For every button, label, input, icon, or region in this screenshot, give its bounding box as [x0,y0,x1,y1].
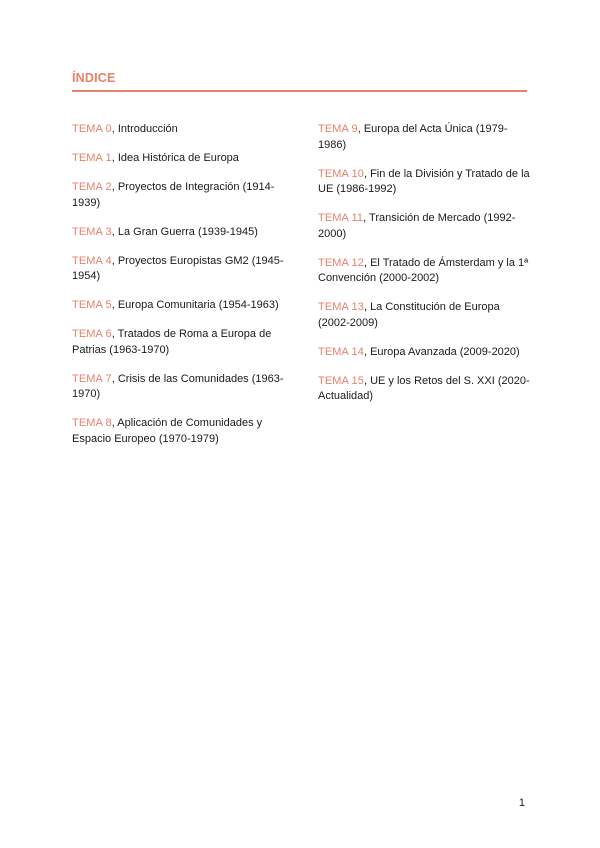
index-entry[interactable] [72,180,287,211]
entry-title: , Tratados de Roma a Europa de Patrias (1963-1970) [72,328,272,356]
index-entry[interactable] [72,151,287,167]
index-entry[interactable] [72,327,287,358]
entry-title: , Europa Comunitaria (1954-1963) [111,299,279,311]
entry-title: , Aplicación de Comunidades y Espacio Europeo (1970-1979) [72,417,263,445]
index-entry[interactable] [318,211,533,242]
heading-divider [72,90,527,92]
entry-title: , Europa del Acta Única (1979-1986) [318,123,508,151]
entry-tema-label: TEMA 13 [318,301,364,313]
entry-title: , La Constitución de Europa (2002-2009) [318,301,500,329]
index-entry[interactable] [72,254,287,285]
entry-tema-label: TEMA 2 [72,181,112,193]
entry-title: , UE y los Retos del S. XXI (2020-Actualidad) [318,374,530,402]
entry-tema-label: TEMA 3 [72,225,112,238]
entry-tema-label: TEMA 11 [318,212,364,224]
entry-tema-label: TEMA 12 [318,256,364,269]
index-entry[interactable] [318,122,533,153]
entry-tema-label: TEMA 4 [72,254,112,267]
entry-tema-label: TEMA 15 [318,374,364,387]
entry-tema-label: TEMA 8 [72,417,112,429]
entry-title: , Introducción [111,123,178,135]
entry-title: , Fin de la División y Tratado de la UE (1986-1992) [318,167,530,195]
entry-title: , Europa Avanzada (2009-2020) [363,345,520,358]
entry-tema-label: TEMA 14 [318,345,364,358]
index-heading: ÍNDICE [72,71,116,85]
index-entry[interactable] [318,374,533,405]
index-entry[interactable] [72,122,287,138]
index-entry[interactable] [318,345,533,361]
entry-tema-label: TEMA 5 [72,299,112,311]
entry-tema-label: TEMA 6 [72,328,112,340]
index-entry[interactable] [72,225,287,241]
entry-tema-label: TEMA 0 [72,123,112,135]
entry-title: , La Gran Guerra (1939-1945) [111,225,258,238]
index-entry[interactable] [72,416,287,447]
entry-title: , El Tratado de Ámsterdam y la 1ª Convención (2000-2002) [318,256,529,284]
entry-tema-label: TEMA 9 [318,123,358,135]
index-entry[interactable] [72,298,287,314]
entry-title: , Idea Histórica de Europa [111,152,239,164]
index-column-right [318,122,533,418]
index-entry[interactable] [72,372,287,403]
entry-title: , Transición de Mercado (1992-2000) [318,212,516,240]
index-column-left [72,122,287,461]
index-entry[interactable] [318,167,533,198]
entry-tema-label: TEMA 1 [72,152,112,164]
page-number: 1 [518,797,525,809]
entry-title: , Proyectos Europistas GM2 (1945-1954) [72,254,284,282]
entry-tema-label: TEMA 7 [72,372,112,385]
index-entry[interactable] [318,256,533,287]
entry-title: , Proyectos de Integración (1914-1939) [72,181,275,209]
entry-tema-label: TEMA 10 [318,167,364,180]
index-entry[interactable] [318,300,533,331]
entry-title: , Crisis de las Comunidades (1963-1970) [72,372,284,400]
